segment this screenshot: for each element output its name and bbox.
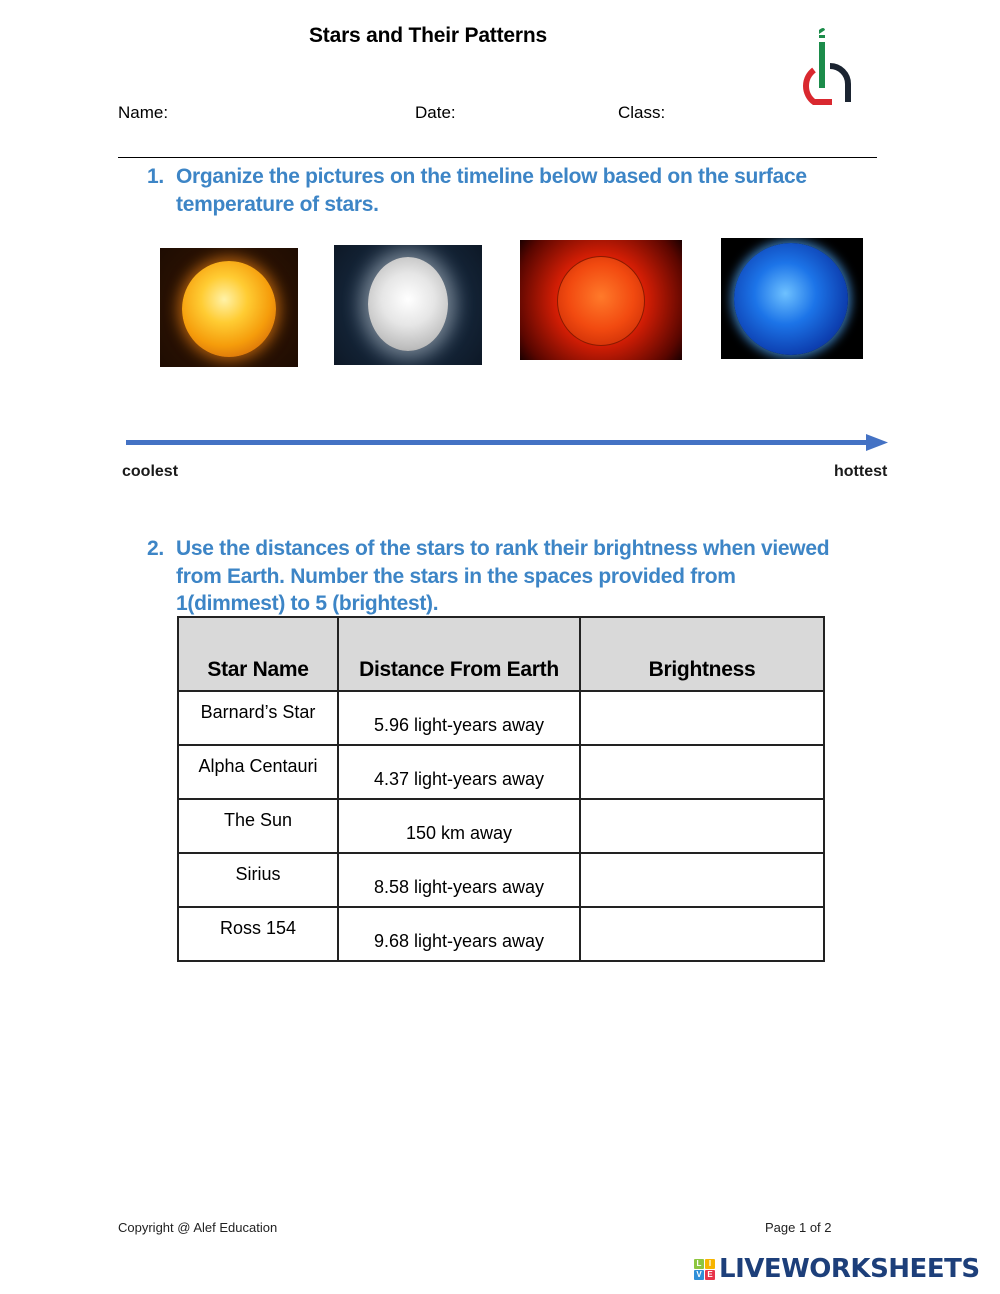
question-1-number: 1. bbox=[147, 165, 164, 188]
header-star-name: Star Name bbox=[178, 617, 338, 691]
star-name-cell: Sirius bbox=[178, 853, 338, 907]
table-row bbox=[178, 907, 824, 961]
brightness-input-cell[interactable] bbox=[580, 907, 824, 961]
header-brightness: Brightness bbox=[580, 617, 824, 691]
date-field-label: Date: bbox=[415, 103, 456, 122]
distance-cell: 9.68 light-years away bbox=[338, 907, 580, 961]
red-star-image[interactable] bbox=[520, 240, 682, 360]
temperature-timeline-arrow bbox=[126, 434, 888, 452]
star-name-cell: Ross 154 bbox=[178, 907, 338, 961]
distance-cell: 5.96 light-years away bbox=[338, 691, 580, 745]
brightness-input-cell[interactable] bbox=[580, 691, 824, 745]
question-1 bbox=[147, 163, 887, 223]
brightness-input-cell[interactable] bbox=[580, 745, 824, 799]
question-2-text: Use the distances of the stars to rank their brightness when viewed from Earth. Number the stars in the spaces provided from 1(dimmest) to 5 (brightest). bbox=[176, 537, 830, 615]
copyright-text: Copyright @ Alef Education bbox=[118, 1220, 278, 1235]
star-name-cell: Alpha Centauri bbox=[178, 745, 338, 799]
table-header-row bbox=[178, 617, 824, 691]
alef-logo-icon bbox=[792, 26, 856, 106]
page-title: Stars and Their Patterns bbox=[309, 24, 547, 47]
table-row bbox=[178, 745, 824, 799]
distance-cell: 150 km away bbox=[338, 799, 580, 853]
header-divider bbox=[118, 157, 877, 158]
star-brightness-table bbox=[177, 616, 825, 962]
yellow-star-image[interactable] bbox=[160, 248, 298, 367]
question-2-number: 2. bbox=[147, 537, 164, 560]
distance-cell: 4.37 light-years away bbox=[338, 745, 580, 799]
liveworksheets-logo bbox=[694, 1256, 980, 1282]
white-star-image[interactable] bbox=[334, 245, 482, 365]
live-blocks-icon: L I V E bbox=[694, 1259, 715, 1280]
brightness-input-cell[interactable] bbox=[580, 799, 824, 853]
liveworksheets-wordmark: LIVEWORKSHEETS bbox=[719, 1254, 980, 1284]
name-field-label: Name: bbox=[118, 103, 169, 122]
star-name-cell: The Sun bbox=[178, 799, 338, 853]
timeline-end-label: hottest bbox=[834, 463, 888, 480]
brightness-input-cell[interactable] bbox=[580, 853, 824, 907]
table-row bbox=[178, 691, 824, 745]
page-number: Page 1 of 2 bbox=[765, 1220, 832, 1235]
question-1-text: Organize the pictures on the timeline below based on the surface temperature of stars. bbox=[176, 165, 807, 216]
question-2 bbox=[147, 535, 907, 619]
table-row bbox=[178, 799, 824, 853]
timeline-start-label: coolest bbox=[122, 463, 179, 480]
class-field-label: Class: bbox=[618, 103, 666, 122]
blue-star-image[interactable] bbox=[721, 238, 863, 359]
header-distance: Distance From Earth bbox=[338, 617, 580, 691]
distance-cell: 8.58 light-years away bbox=[338, 853, 580, 907]
table-row bbox=[178, 853, 824, 907]
star-name-cell: Barnard’s Star bbox=[178, 691, 338, 745]
